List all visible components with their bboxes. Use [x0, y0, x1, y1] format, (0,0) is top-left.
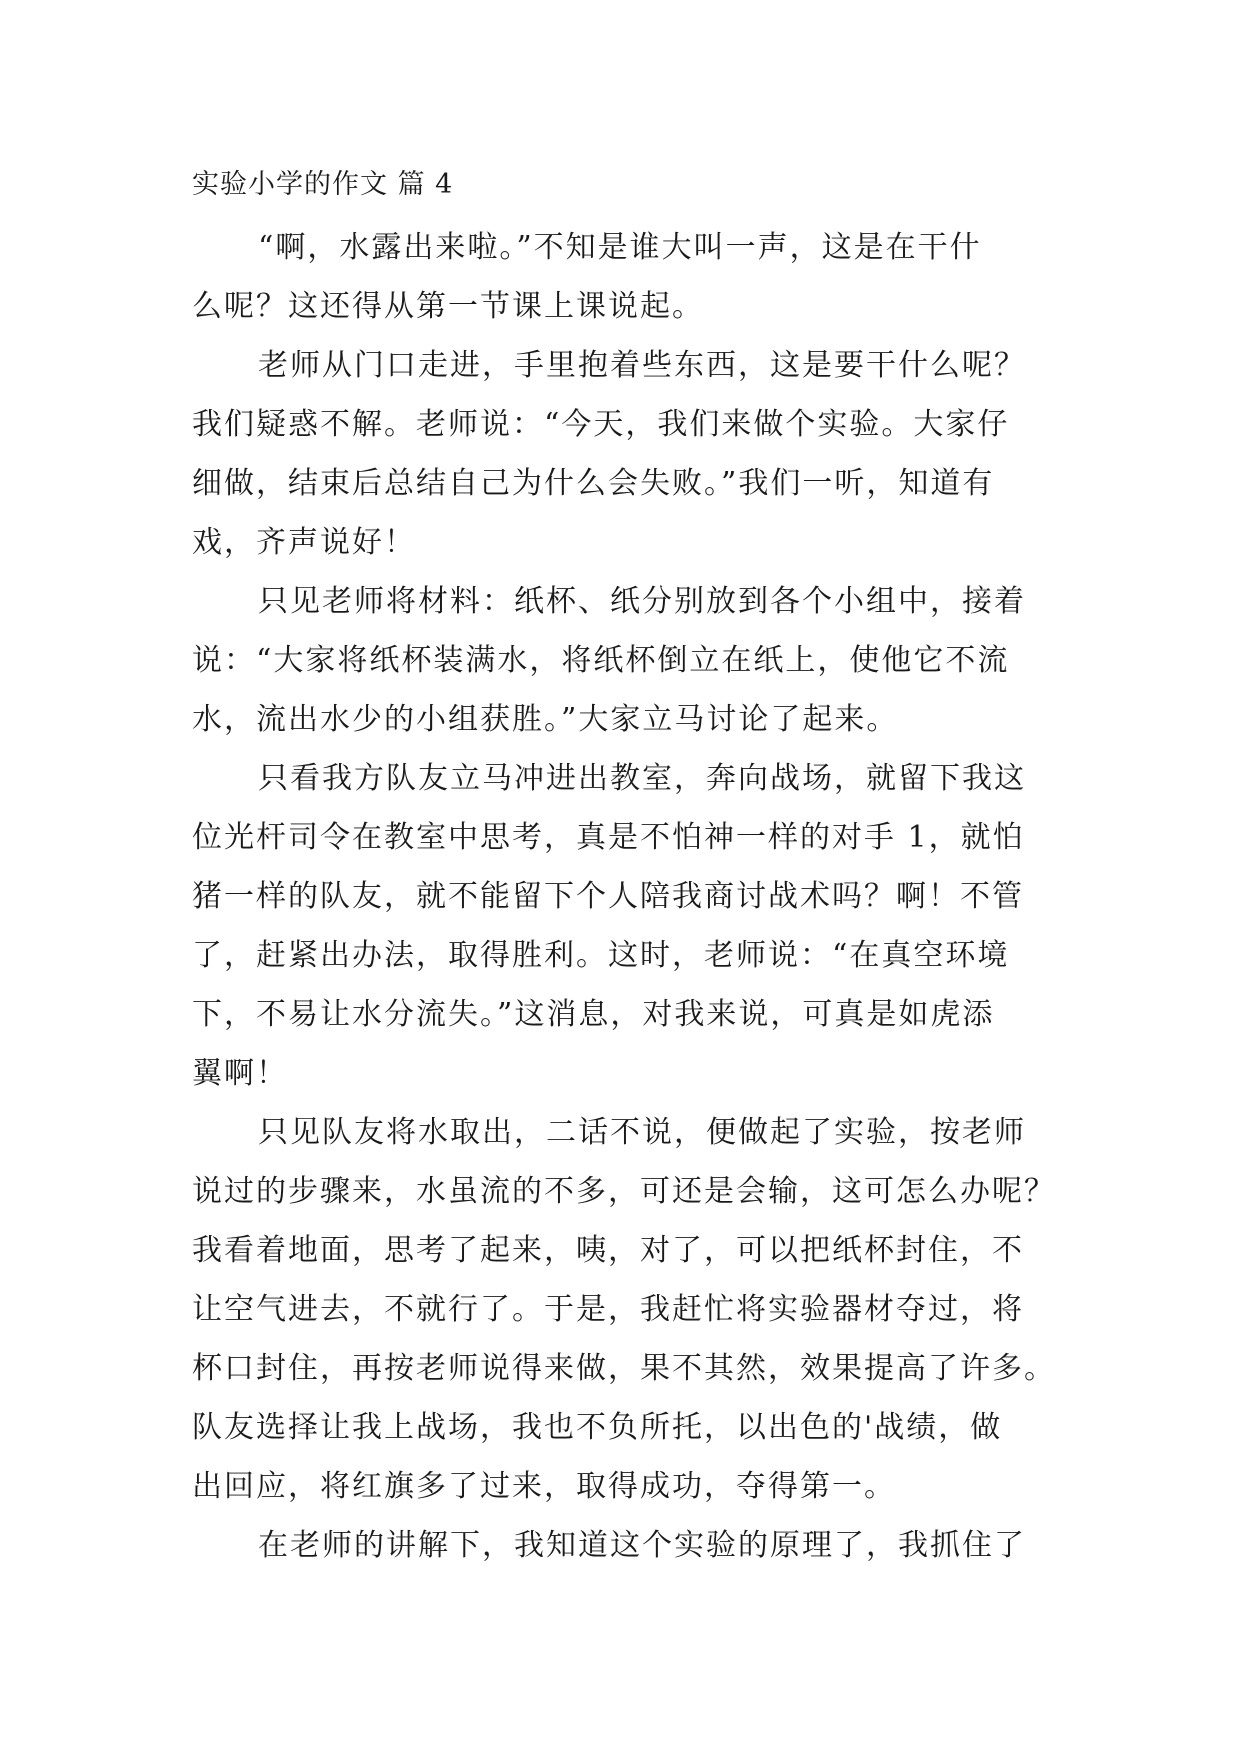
text-line: 杯口封住，再按老师说得来做，果不其然，效果提高了许多。 [192, 1351, 1056, 1386]
text-line: 了，赶紧出办法，取得胜利。这时，老师说：“在真空环境 [192, 938, 1010, 973]
text-line: 出回应，将红旗多了过来，取得成功，夺得第一。 [192, 1469, 896, 1504]
text-line: 在老师的讲解下，我知道这个实验的原理了，我抓住了 [258, 1528, 1026, 1563]
text-line: 下，不易让水分流失。”这消息，对我来说，可真是如虎添 [192, 997, 995, 1032]
text-line: 我们疑惑不解。老师说：“今天，我们来做个实验。大家仔 [192, 407, 1010, 442]
text-line: 水，流出水少的小组获胜。”大家立马讨论了起来。 [192, 702, 899, 737]
text-line: 队友选择让我上战场，我也不负所托，以出色的'战绩，做 [192, 1410, 1003, 1445]
text-line: 让空气进去，不就行了。于是，我赶忙将实验器材夺过，将 [192, 1292, 1024, 1327]
text-line: 老师从门口走进，手里抱着些东西，这是要干什么呢？ [258, 348, 1026, 383]
document-body [192, 218, 1072, 1575]
text-line: 猪一样的队友，就不能留下个人陪我商讨战术吗？啊！不管 [192, 879, 1024, 914]
document-title: 实验小学的作文 篇 4 [192, 169, 454, 200]
text-line: 位光杆司令在教室中思考，真是不怕神一样的对手 1，就怕 [192, 820, 1025, 855]
text-line: “啊，水露出来啦。”不知是谁大叫一声，这是在干什 [258, 230, 982, 265]
text-line: 说：“大家将纸杯装满水，将纸杯倒立在纸上，使他它不流 [192, 643, 1010, 678]
text-line: 翼啊！ [192, 1056, 288, 1091]
text-line: 只见队友将水取出，二话不说，便做起了实验，按老师 [258, 1115, 1026, 1150]
text-line: 说过的步骤来，水虽流的不多，可还是会输，这可怎么办呢？ [192, 1174, 1056, 1209]
text-line: 细做，结束后总结自己为什么会失败。”我们一听，知道有 [192, 466, 995, 501]
text-line: 只看我方队友立马冲进出教室，奔向战场，就留下我这 [258, 761, 1026, 796]
text-line: 么呢？这还得从第一节课上课说起。 [192, 289, 704, 324]
text-line: 我看着地面，思考了起来，咦，对了，可以把纸杯封住，不 [192, 1233, 1024, 1268]
text-line: 戏，齐声说好！ [192, 525, 416, 560]
text-line: 只见老师将材料：纸杯、纸分别放到各个小组中，接着 [258, 584, 1026, 619]
